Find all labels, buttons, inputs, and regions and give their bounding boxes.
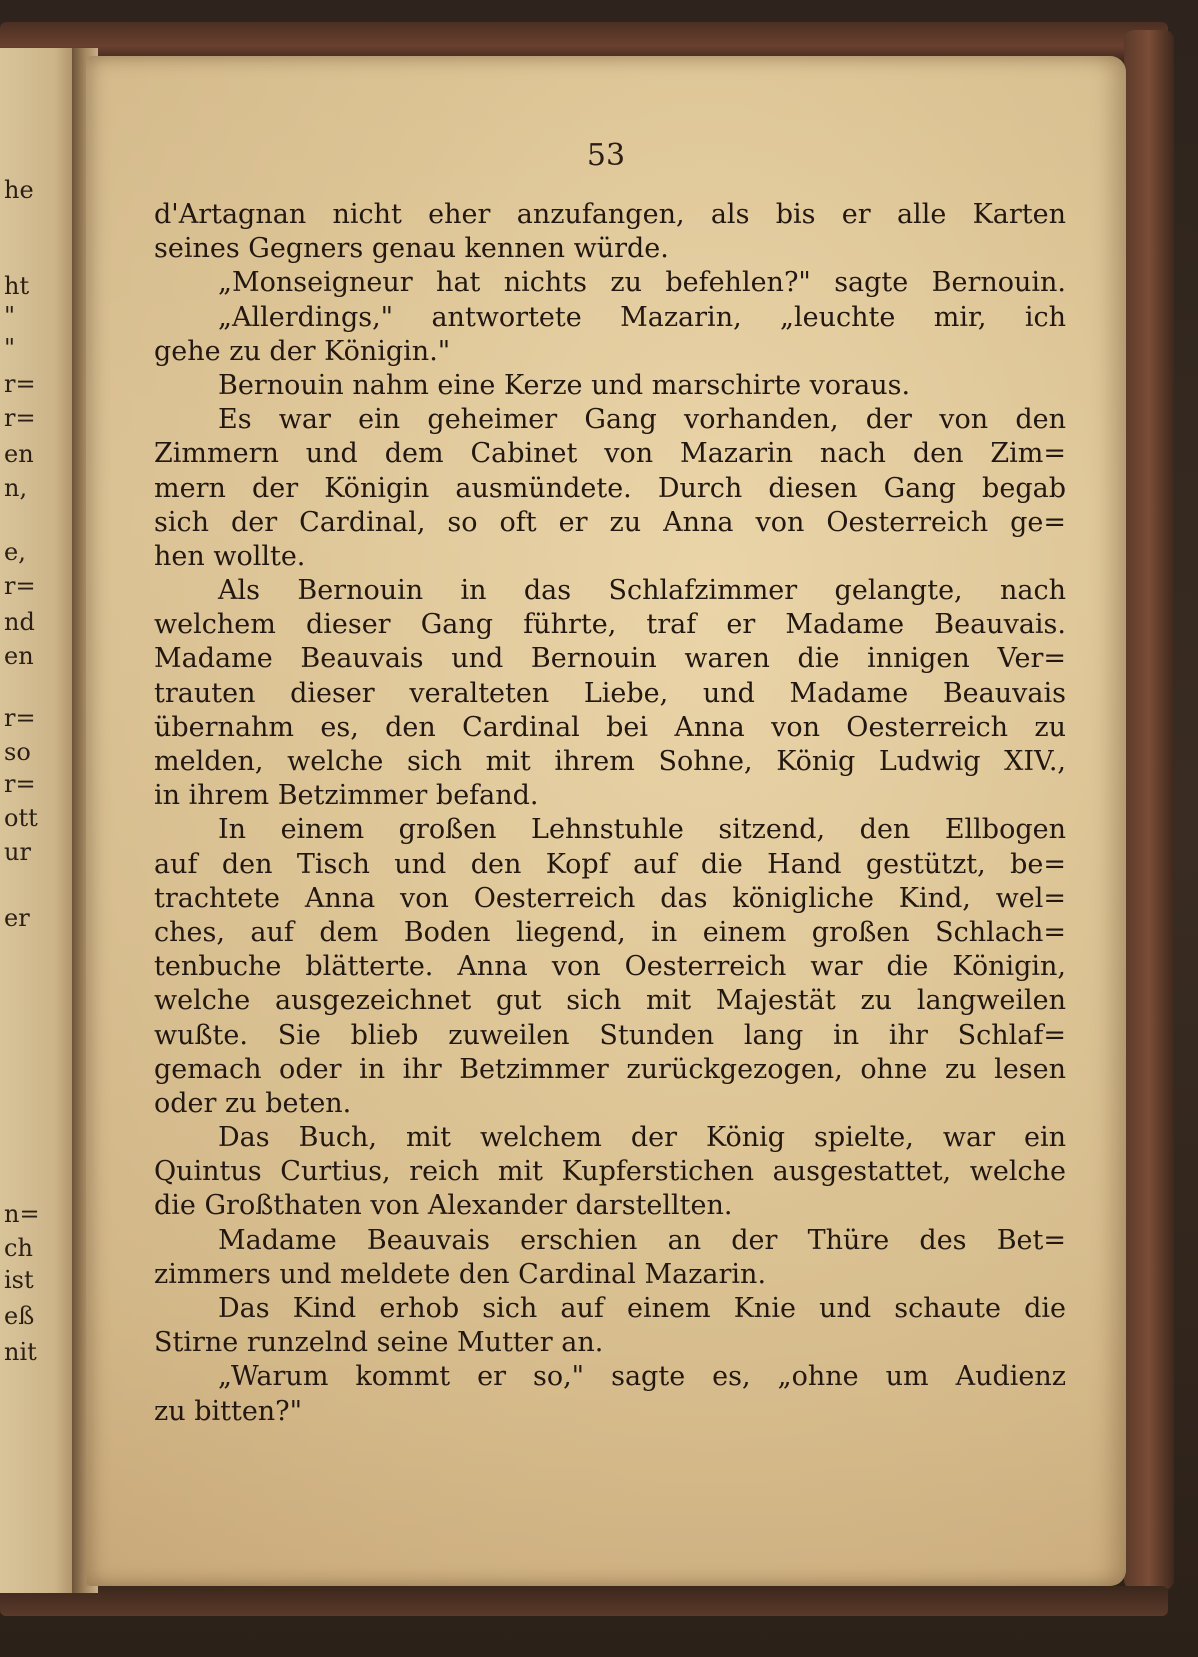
left-page-text-fragments	[0, 48, 78, 1593]
left-page-fragment-text: "	[4, 302, 16, 330]
text-line: mern der Königin ausmündete. Durch diesen Gang begab	[154, 472, 1066, 504]
text-line: übernahm es, den Cardinal bei Anna von Oesterreich zu	[154, 711, 1066, 743]
text-line: Es war ein geheimer Gang vorhanden, der von den	[218, 404, 1066, 436]
left-page-fragment-text: n=	[4, 1200, 40, 1228]
text-line: zu bitten?"	[154, 1395, 303, 1427]
left-page-fragment-text: en	[4, 440, 34, 468]
text-line: Zimmern und dem Cabinet von Mazarin nach den Zim=	[154, 438, 1066, 470]
left-page-fragment-text: e,	[4, 538, 26, 566]
book-cover-right-edge	[1124, 30, 1174, 1590]
text-line: gehe zu der Königin."	[154, 335, 451, 367]
text-line: Das Buch, mit welchem der König spielte, war ein	[218, 1122, 1066, 1154]
text-line: trachtete Anna von Oesterreich das königliche Kind, wel=	[154, 882, 1066, 914]
left-page-fragment-text: nd	[4, 608, 35, 636]
page-number: 53	[586, 138, 626, 173]
left-page-fragment-text: eß	[4, 1302, 35, 1330]
left-page-fragment-text: r=	[4, 370, 36, 398]
left-page-fragment-text: er	[4, 904, 30, 932]
left-page-fragment-text: ch	[4, 1234, 33, 1262]
text-line: oder zu beten.	[154, 1087, 352, 1119]
text-line: In einem großen Lehnstuhle sitzend, den Ellbogen	[218, 814, 1066, 846]
left-page-fragment-text: "	[4, 334, 16, 362]
text-line: tenbuche blätterte. Anna von Oesterreich war die Königin,	[154, 951, 1066, 983]
left-page-fragment-text: ur	[4, 838, 31, 866]
text-line: seines Gegners genau kennen würde.	[154, 233, 669, 265]
left-page-fragment-text: n,	[4, 474, 28, 502]
text-line: zimmers und meldete den Cardinal Mazarin.	[154, 1258, 767, 1290]
left-page-fragment-text: so	[4, 738, 31, 766]
text-line: Madame Beauvais und Bernouin waren die innigen Ver=	[154, 643, 1066, 675]
text-line: gemach oder in ihr Betzimmer zurückgezogen, ohne zu lesen	[154, 1053, 1066, 1085]
text-line: Bernouin nahm eine Kerze und marschirte voraus.	[218, 369, 911, 401]
text-line: Quintus Curtius, reich mit Kupferstichen ausgestattet, welche	[154, 1156, 1066, 1188]
left-page-fragment-text: r=	[4, 704, 36, 732]
left-page-fragment	[0, 48, 78, 1593]
text-line: „Warum kommt er so," sagte es, „ohne um Audienz	[218, 1361, 1066, 1393]
left-page-fragment-text: he	[4, 176, 34, 204]
left-page-fragment-text: r=	[4, 572, 36, 600]
left-page-fragment-text: r=	[4, 404, 36, 432]
left-page-fragment-text: r=	[4, 770, 36, 798]
text-line: trauten dieser veralteten Liebe, und Madame Beauvais	[154, 677, 1066, 709]
text-line: in ihrem Betzimmer befand.	[154, 780, 539, 812]
text-line: Das Kind erhob sich auf einem Knie und schaute die	[218, 1293, 1066, 1324]
text-line: d'Artagnan nicht eher anzufangen, als bis er alle Karten	[154, 199, 1066, 230]
left-page-fragment-text: ist	[4, 1266, 34, 1294]
left-page-fragment-text: ott	[4, 804, 38, 832]
text-line: „Allerdings," antwortete Mazarin, „leuchte mir, ich	[218, 301, 1066, 333]
left-page-fragment-text: ht	[4, 272, 30, 300]
text-line: Madame Beauvais erschien an der Thüre des Bet=	[218, 1224, 1066, 1256]
text-line: hen wollte.	[154, 540, 306, 572]
left-page-fragment-text: en	[4, 642, 34, 670]
text-line: Stirne runzelnd seine Mutter an.	[154, 1327, 604, 1359]
text-line: „Monseigneur hat nichts zu befehlen?" sagte Bernouin.	[218, 267, 1066, 299]
text-line: melden, welche sich mit ihrem Sohne, König Ludwig XIV.,	[154, 746, 1066, 777]
text-line: welchem dieser Gang führte, traf er Madame Beauvais.	[154, 609, 1066, 641]
book-cover-bottom-edge	[0, 1586, 1168, 1616]
text-line: die Großthaten von Alexander darstellten.	[154, 1190, 733, 1222]
right-page	[86, 56, 1126, 1586]
text-line: welche ausgezeichnet gut sich mit Majestät zu langweilen	[154, 985, 1066, 1017]
page-body-text	[154, 198, 1066, 1429]
left-page-fragment-text: nit	[4, 1338, 37, 1366]
text-line: sich der Cardinal, so oft er zu Anna von Oesterreich ge=	[154, 506, 1066, 538]
text-line: Als Bernouin in das Schlafzimmer gelangte, nach	[218, 575, 1066, 607]
text-line: ches, auf dem Boden liegend, in einem großen Schlach=	[154, 916, 1066, 948]
text-line: wußte. Sie blieb zuweilen Stunden lang in ihr Schlaf=	[154, 1019, 1066, 1051]
text-line: auf den Tisch und den Kopf auf die Hand gestützt, be=	[154, 848, 1066, 880]
